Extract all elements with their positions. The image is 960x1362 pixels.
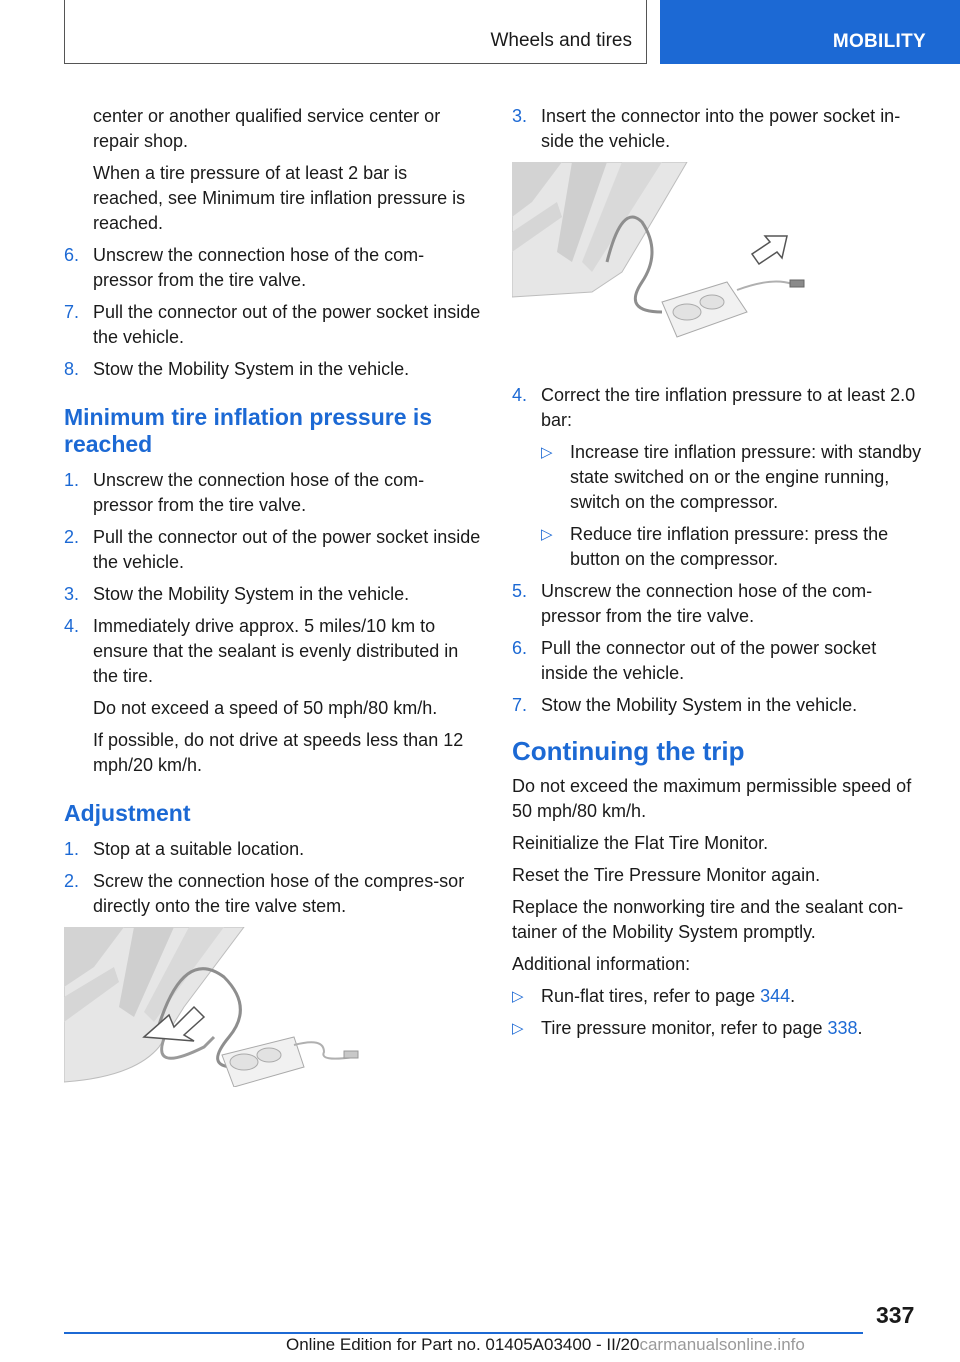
list-item: [512, 984, 928, 1009]
triangle-bullet-icon: ▷: [541, 526, 553, 543]
step-number: 6.: [512, 638, 528, 658]
chapter-tab: [660, 0, 960, 64]
page-link-338[interactable]: 338: [827, 1018, 858, 1038]
step-text: Unscrew the connection hose of the com-pressor from the tire valve.: [93, 470, 425, 515]
list-item: [512, 579, 928, 629]
list-item: [64, 357, 482, 382]
page-header: [0, 0, 960, 66]
step-text: Stow the Mobility System in the vehicle.: [93, 359, 410, 379]
list-item: [64, 614, 482, 689]
list-item: [64, 525, 482, 575]
paragraph: center or another qualified service center or repair shop.: [93, 106, 441, 151]
step-text: Pull the connector out of the power socket inside the vehicle.: [93, 302, 481, 347]
paragraph: Additional information:: [512, 954, 691, 974]
list-item: [512, 383, 928, 433]
step-number: 4.: [64, 616, 80, 636]
illustration-power-socket: [512, 162, 928, 369]
paragraph: Replace the nonworking tire and the sealant con-tainer of the Mobility System promptly.: [512, 897, 904, 942]
list-item: [64, 869, 482, 919]
step-text: Pull the connector out of the power socket inside the vehicle.: [541, 638, 877, 683]
step-text: Immediately drive approx. 5 miles/10 km to ensure that the sealant is evenly distributed in the tire.: [93, 616, 459, 686]
paragraph: Reinitialize the Flat Tire Monitor.: [512, 833, 769, 853]
compressor-connector-illustration: [512, 162, 832, 362]
heading-min-pressure: Minimum tire inflation pressure is reached: [64, 404, 433, 457]
paragraph: When a tire pressure of at least 2 bar is reached, see Minimum tire inflation pressure is reached.: [93, 163, 466, 233]
footer-edition: [286, 1335, 805, 1355]
sub-item-text: Reduce tire inflation pressure: press the button on the compressor.: [570, 524, 889, 569]
page-link-344[interactable]: 344: [760, 986, 791, 1006]
triangle-bullet-icon: ▷: [541, 444, 553, 461]
list-item: [64, 582, 482, 607]
footer-divider: [64, 1332, 863, 1334]
tire-compressor-illustration: [64, 927, 369, 1087]
step-number: 5.: [512, 581, 528, 601]
list-item: [512, 693, 928, 718]
reference-suffix: .: [857, 1018, 863, 1038]
step-number: 1.: [64, 470, 80, 490]
step-text: Screw the connection hose of the compres-sor directly onto the tire valve stem.: [93, 871, 465, 916]
step-number: 4.: [512, 385, 528, 405]
step-number: 8.: [64, 359, 80, 379]
step-number: 7.: [64, 302, 80, 322]
heading-adjustment: Adjustment: [64, 800, 191, 826]
heading-continuing-trip: Continuing the trip: [512, 736, 745, 766]
step-number: 7.: [512, 695, 528, 715]
section-title: Wheels and tires: [490, 30, 632, 51]
step-number: 2.: [64, 871, 80, 891]
list-item: [512, 1016, 928, 1041]
chapter-tab-label: MOBILITY: [832, 31, 926, 52]
list-item: [512, 636, 928, 686]
triangle-bullet-icon: ▷: [512, 1020, 524, 1037]
list-item: [64, 243, 482, 293]
sub-item-text: Increase tire inflation pressure: with standby state switched on or the engine running, switch on the compressor.: [570, 442, 922, 512]
reference-label: Run-flat tires, refer to page: [541, 986, 761, 1006]
reference-text: [541, 984, 795, 1009]
sub-list-item: [541, 522, 928, 572]
step-text: Insert the connector into the power socket in-side the vehicle.: [541, 106, 901, 151]
triangle-bullet-icon: ▷: [512, 988, 524, 1005]
list-item: [64, 300, 482, 350]
sub-list-item: [541, 440, 928, 515]
reference-suffix: .: [790, 986, 796, 1006]
step-text: Stop at a suitable location.: [93, 839, 305, 859]
illustration-hose-on-valve: [64, 927, 482, 1094]
step-text: Stow the Mobility System in the vehicle.: [93, 584, 410, 604]
step-number: 2.: [64, 527, 80, 547]
reference-text: [541, 1016, 863, 1041]
step-text: Unscrew the connection hose of the com-pressor from the tire valve.: [541, 581, 873, 626]
step-text: Correct the tire inflation pressure to at least 2.0 bar:: [541, 385, 916, 430]
section-title-box: [64, 0, 647, 64]
step-text: Unscrew the connection hose of the com-pressor from the tire valve.: [93, 245, 425, 290]
step-number: 3.: [512, 106, 528, 126]
list-item: [512, 104, 928, 154]
right-column: [512, 104, 928, 1048]
paragraph: Reset the Tire Pressure Monitor again.: [512, 865, 821, 885]
list-item: [64, 837, 482, 862]
step-number: 1.: [64, 839, 80, 859]
paragraph: Do not exceed a speed of 50 mph/80 km/h.: [93, 698, 438, 718]
step-text: Stow the Mobility System in the vehicle.: [541, 695, 858, 715]
step-text: Pull the connector out of the power socket inside the vehicle.: [93, 527, 481, 572]
step-number: 6.: [64, 245, 80, 265]
paragraph: Do not exceed the maximum permissible speed of 50 mph/80 km/h.: [512, 776, 912, 821]
paragraph: If possible, do not drive at speeds less than 12 mph/20 km/h.: [93, 730, 464, 775]
page-number: 337: [876, 1302, 915, 1328]
watermark: carmanualsonline.info: [639, 1335, 805, 1354]
left-column: [64, 104, 482, 1108]
step-number: 3.: [64, 584, 80, 604]
edition-text: Online Edition for Part no. 01405A03400 - II/20: [286, 1335, 640, 1354]
list-item: [64, 468, 482, 518]
reference-label: Tire pressure monitor, refer to page: [541, 1018, 828, 1038]
